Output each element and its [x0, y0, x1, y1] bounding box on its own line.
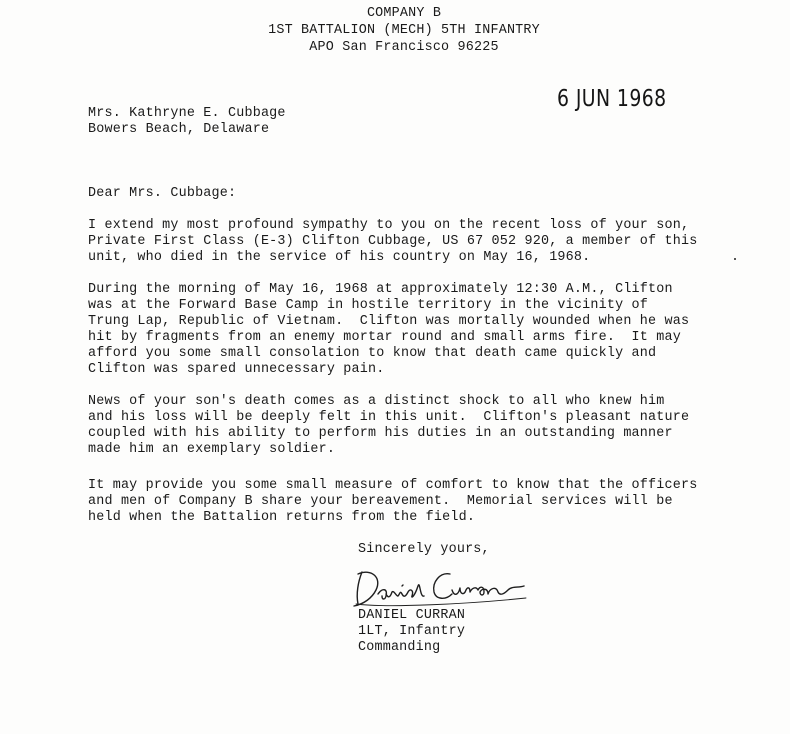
paragraph-line: Trung Lap, Republic of Vietnam. Clifton was mortally wounded when he was	[88, 314, 690, 329]
letterhead-apo: APO San Francisco 96225	[309, 40, 499, 55]
paragraph-line: It may provide you some small measure of comfort to know that the officers	[88, 478, 698, 493]
letterhead-battalion: 1ST BATTALION (MECH) 5TH INFANTRY	[268, 23, 540, 38]
paragraph-line: made him an exemplary soldier.	[88, 442, 336, 457]
paragraph-line: and men of Company B share your bereavement. Memorial services will be	[88, 494, 673, 509]
salutation: Dear Mrs. Cubbage:	[88, 186, 237, 201]
signatory-role: Commanding	[358, 640, 441, 655]
paragraph-line: was at the Forward Base Camp in hostile territory in the vicinity of	[88, 298, 649, 313]
paragraph-line: Clifton was spared unnecessary pain.	[88, 362, 385, 377]
paragraph-line: News of your son's death comes as a distinct shock to all who knew him	[88, 394, 665, 409]
paragraph-line: Private First Class (E-3) Clifton Cubbage, US 67 052 920, a member of this	[88, 234, 698, 249]
handwritten-signature	[348, 564, 532, 610]
paragraph-line: and his loss will be deeply felt in this unit. Clifton's pleasant nature	[88, 410, 690, 425]
paragraph-line: coupled with his ability to perform his duties in an outstanding manner	[88, 426, 673, 441]
paragraph-line: unit, who died in the service of his country on May 16, 1968.	[88, 250, 591, 265]
date-stamp: 6 JUN 1968	[557, 86, 667, 112]
signatory-rank: 1LT, Infantry	[358, 624, 466, 639]
signature-text: Daniel Curran	[348, 564, 356, 565]
signatory-name: DANIEL CURRAN	[358, 608, 466, 623]
paragraph-line: held when the Battalion returns from the field.	[88, 510, 476, 525]
paragraph-line: During the morning of May 16, 1968 at approximately 12:30 A.M., Clifton	[88, 282, 673, 297]
paragraph-line: afford you some small consolation to know that death came quickly and	[88, 346, 657, 361]
scan-speck	[734, 258, 736, 260]
letterhead-company: COMPANY B	[366, 6, 442, 21]
paragraph-line: hit by fragments from an enemy mortar round and small arms fire. It may	[88, 330, 681, 345]
closing: Sincerely yours,	[358, 542, 490, 557]
recipient-address: Bowers Beach, Delaware	[88, 122, 270, 137]
paragraph-line: I extend my most profound sympathy to you on the recent loss of your son,	[88, 218, 690, 233]
recipient-name: Mrs. Kathryne E. Cubbage	[88, 106, 286, 121]
